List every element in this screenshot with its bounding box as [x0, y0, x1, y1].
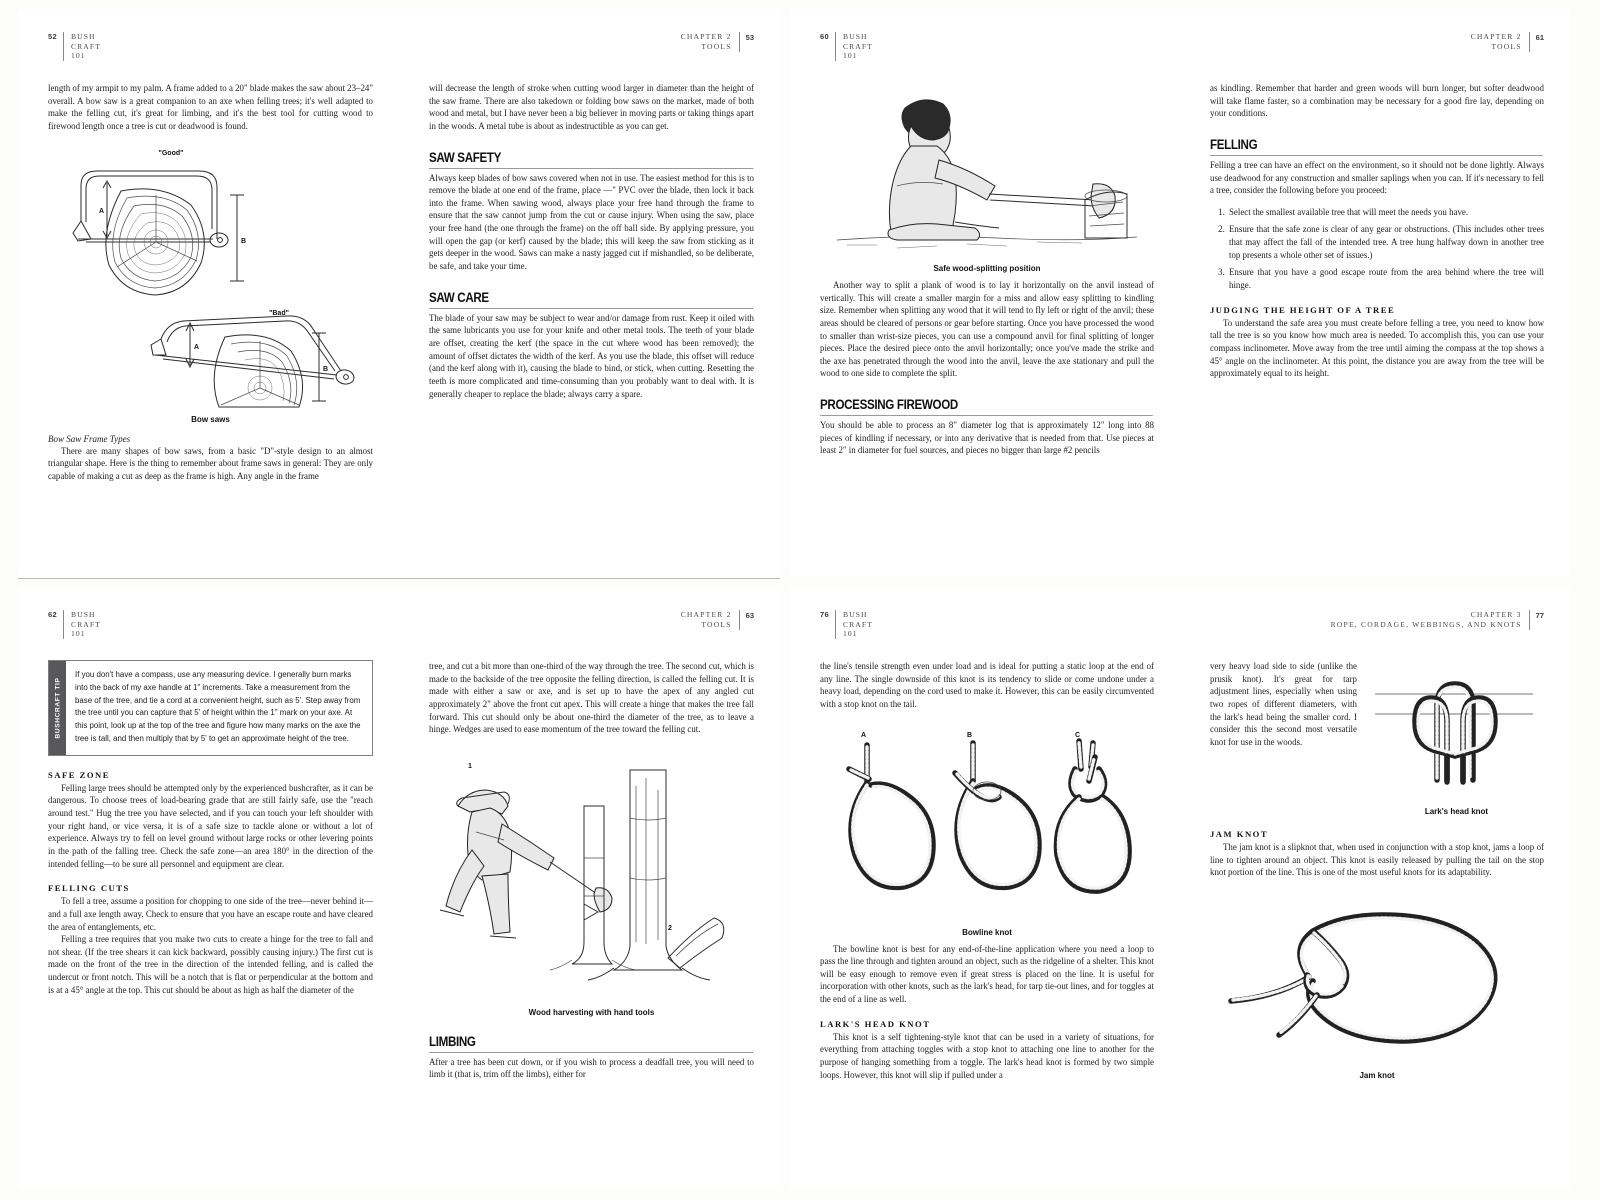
figure-caption: Jam knot [1359, 1070, 1395, 1080]
paragraph: length of my armpit to my palm. A frame added to a 20" blade makes the saw about 23–24" overall. A bow saw is a great companion to an axe when felling trees; it's well adapted to make the felling cut, it's great for limbing, and it's the best tool for cutting wood to firewood length once a tree is cut or deadwood is found. [48, 83, 373, 131]
figure-caption: Lark's head knot [1424, 807, 1489, 816]
spread-pages-60-61 [790, 10, 1570, 575]
list-item: 3. Ensure that you have a good escape route from the area behind where the tree will hinge. [1227, 266, 1544, 291]
paragraph: Felling large trees should be attempted only by the experienced bushcrafter, as it can be dangerous. To choose trees of load-bearing grade that are still fairly safe, use the "reach around test." Hug the tree you have selected, and if you can touch your left shoulder with your right hand, or vice versa, it is of a safe size to tackle alone or without a lot of experience. Always try to fell on level ground without large rocks or other levering points in the path of the falling tree. Check the safe zone—an area 180° in the direction of the intended felling—to be sure all personnel and equipment are clear. [48, 782, 373, 869]
chapter-label [681, 610, 740, 630]
running-head-left [48, 610, 373, 644]
folio-number: 61 [1535, 33, 1544, 42]
marker-1: 1 [467, 762, 472, 770]
page-53 [399, 10, 780, 575]
book-title-line-3: 101 [70, 629, 86, 639]
book-title-line-3: 101 [842, 629, 858, 639]
paragraph: very heavy load side to side (unlike the prusik knot). It's great for tarp adjustment lines, especially when using two ropes of different diameters, with the lark's head being the smaller cord. I consider this the second most versatile knot for use in the woods. [1210, 661, 1357, 747]
folio-number: 63 [745, 611, 754, 620]
subsection-heading: Bow Saw Frame Types [48, 433, 131, 444]
subsection-heading-jam-knot: JAM KNOT [1210, 829, 1269, 839]
bushcraft-tip-box [48, 660, 373, 756]
page-60 [790, 10, 1180, 575]
paragraph: will decrease the length of stroke when cutting wood larger in diameter than the height of the saw frame. There are also takedown or folding bow saws on the market, made of both wood and metal, but I have never been a big believer in moving parts or taking things apart in the woods. A metal tube is about as indestructible as you can get. [429, 83, 754, 131]
safe-wood-splitting-position [820, 82, 1154, 273]
chapter-label [1331, 610, 1530, 630]
book-title-line-2: CRAFT [70, 41, 101, 51]
wood-harvesting-with-hand-tools [429, 746, 754, 1017]
paragraph: To understand the safe area you must create before felling a tree, you need to know how tall the tree is so you know how much area is needed. To accomplish this, you can use your compass inclinometer. Move away from the tree until aiming the compass at the top shows a 45° angle on the inclinometer. At this point, the distance you are away from the tree will be approximately equal to its height. [1210, 317, 1544, 379]
paragraph: After a tree has been cut down, or if you wish to process a deadfall tree, you will need to limb it (that is, trim off the limbs), either for [429, 1056, 754, 1080]
book-title-line-2: CRAFT [842, 41, 873, 51]
figure-caption: Bow saws [191, 414, 230, 424]
book-title-line-1: BUSH [70, 610, 96, 619]
running-head-right [429, 32, 754, 66]
chapter-label [1471, 32, 1530, 52]
wood-harvesting-svg [432, 746, 752, 1001]
tip-body: If you don't have a compass, use any measuring device. I generally burn marks into the back of my axe handle at 1" increments. Take a measurement from the base of the tree, and tie a cord at a convenient height, such as 5'. Step away from the tree until you can capture that 5' of height within the 1" mark on your axe. At this point, look up at the top of the tree and figure how many marks on the axe the tree is tall, and then multiply that by 5' to get an approximate height of the tree. [75, 670, 361, 743]
running-head-left [820, 32, 1154, 66]
running-head-right [1210, 610, 1544, 644]
page-62 [18, 588, 399, 1188]
dim-label-a: A [98, 207, 104, 215]
larks-head-svg [1369, 660, 1539, 795]
subsection-heading-safe-zone: SAFE ZONE [48, 769, 110, 780]
page-63 [399, 588, 780, 1188]
chapter-label [681, 32, 740, 52]
running-head-left [820, 610, 1154, 644]
kneeling-figure [888, 100, 999, 240]
chopping-figure [440, 790, 554, 938]
paragraph: Felling a tree can have an effect on the environment, so it should not be done lightly. Always use deadwood for any construction and smaller saplings when you can. If it's necessary to fell a tree, consider the following before you proceed: [1210, 159, 1544, 196]
step-label-c: C [1075, 731, 1081, 739]
label-bad: "Bad" [268, 309, 289, 317]
section-heading-processing-firewood: PROCESSING FIREWOOD [820, 397, 1153, 416]
book-title [63, 610, 101, 639]
list-item: 1. Select the smallest available tree that will meet the needs you have. [1227, 206, 1544, 219]
log-cross-section-bad [214, 334, 302, 406]
paragraph: Always keep blades of bow saws covered when not in use. The easiest method for this is to remove the blade at one end of the frame, place —" PVC over the blade, then lock it back into the frame. When sawing wood, always place your free hand through the frame to ensure that the saw cannot jump from the cut or cause injury. When using the saw, place your free hand (the one through the frame) on the off ball side. By applying pressure, you will open the gap (or kerf) caused by the blade; this will keep the saw from sticking as it gets deeper in the wood. Saws can make a nasty jagged cut if mishandled, so be deliberate, be safe, and take your time. [429, 172, 754, 272]
jam-knot-diagram [1210, 889, 1544, 1080]
marker-2: 2 [667, 924, 672, 932]
book-title-line-2: CRAFT [842, 619, 873, 629]
section-heading-limbing: LIMBING [429, 1034, 753, 1053]
folio-number: 77 [1535, 611, 1544, 620]
paragraph: The blade of your saw may be subject to wear and/or damage from rust. Keep it oiled with the same lubricants you use for your knife and other metal tools. The teeth of your blade are offset, creating the kerf (the space in the cut where wood has been removed); the amount of offset dictates the width of the kerf. As you use the blade, this offset will reduce (and the kerf along with it), causing the blade to bind, or stick, when cutting. Resetting the teeth is more complicated and time-consuming than you probably want to deal with. It is generally cheaper to replace the blade; always carry a spare. [429, 312, 754, 399]
section-heading-saw-safety: SAW SAFETY [429, 150, 753, 169]
folio-number: 60 [820, 32, 829, 41]
paragraph: To fell a tree, assume a position for chopping to one side of the tree—never behind it—and a full axe length away. Check to ensure that you have an escape route and have cleared the area of entanglements, etc. [48, 896, 373, 932]
book-title-line-3: 101 [842, 51, 858, 61]
label-good: "Good" [158, 149, 183, 157]
paragraph: The jam knot is a slipknot that, when used in conjunction with a stop knot, jams a loop of line to tighten around an object. This knot is easily released by pulling the tail on the stop knot portion of the line. This is one of the most useful knots for its adaptability. [1210, 842, 1544, 878]
jam-knot-svg [1217, 889, 1537, 1064]
spread-pages-76-77 [790, 588, 1570, 1188]
chapter-number: CHAPTER 2 [680, 32, 732, 41]
felling-checklist [1210, 206, 1544, 292]
list-item: 2. Ensure that the safe zone is clear of any gear or obstructions. (This includes other trees that may affect the fall of the intended tree. A tree hung halfway down in another tree top presents a whole other set of issues.) [1227, 223, 1544, 261]
tip-tab-label: BUSHCRAFT TIP [54, 677, 61, 739]
subsection-heading-judging-height: JUDGING THE HEIGHT OF A TREE [1210, 304, 1396, 315]
tip-tab [49, 661, 66, 755]
figure-caption: Wood harvesting with hand tools [528, 1007, 655, 1017]
section-heading-saw-care: SAW CARE [429, 290, 753, 309]
running-head-right [1210, 32, 1544, 66]
chapter-number: CHAPTER 3 [1470, 610, 1522, 619]
paragraph: Felling a tree requires that you make two cuts to create a hinge for the tree to fall and not shear. (If the tree shears it can kick backward, possibly causing injury.) The first cut is made on the front of the tree in the direction of the intended felling, and is called the undercut or front notch. This will be a notch that is flat or perpendicular at the bottom and is at a 45° angle at the top. This cut should be about as high as half the diameter of the [48, 934, 373, 995]
bow-saws-diagram [48, 143, 373, 424]
bow-saws-svg [51, 143, 371, 408]
chapter-title: TOOLS [1491, 41, 1522, 51]
book-title [63, 32, 101, 61]
paragraph: tree, and cut a bit more than one-third of the way through the tree. The second cut, which is made to the backside of the tree opposite the felling direction, is called the felling cut. It is made with either a saw or axe, and is set up to have the apex of any angled cut approximately 2" above the front cut apex. This will create a hinge that makes the tree fall forward. This cut should only be about one-third the diameter of the tree, as to leave a hinge. Wedges are used to ease momentum of the tree toward the felling cut. [429, 661, 754, 735]
spread-divider-rule [18, 578, 780, 579]
subsection-heading-felling-cuts: FELLING CUTS [48, 883, 130, 894]
chapter-title: TOOLS [701, 41, 732, 51]
paragraph: the line's tensile strength even under load and is ideal for putting a static loop at the end of any line. The single downside of this knot is its tendency to slide or come undone under a heavy load, depending on the cord used to make it. However, this can be easily circumvented with a stop knot on the tail. [820, 661, 1154, 709]
figure-caption: Safe wood-splitting position [933, 264, 1041, 273]
book-title-line-1: BUSH [842, 32, 868, 41]
folio-number: 62 [48, 610, 57, 619]
paragraph: Another way to split a plank of wood is to lay it horizontally on the anvil instead of vertically. This will create a smaller margin for a miss and allow easy splitting to kindling size. Remember when splitting any wood that it will tend to fly left or right of the anvil; these areas should be cleared of persons or gear before starting. Once you have processed the wood to smaller than wrist-size pieces, you can use a compound anvil for final splitting of longer pieces. Place the desired piece onto the anvil horizontally; once you've made the strike and the axe has penetrated through the wood into the anvil, leave the axe stationary and pull the wood to one side to complete the split. [820, 280, 1154, 379]
larks-head-knot-diagram [1369, 660, 1544, 816]
running-head-left [48, 32, 373, 66]
page-52 [18, 10, 399, 575]
folio-number: 76 [820, 610, 829, 619]
dim-label-b: B [240, 237, 246, 245]
paragraph: The bowline knot is best for any end-of-the-line application where you need a loop to pass the line through and tighten around an object, such as the ridgeline of a shelter. This knot will be easy enough to remove even if great stress is placed on the line. It is useful for incorporation with other knots, such as the lark's head, for tarp tie-out lines, and for toggles at the end of a line as well. [820, 943, 1154, 1005]
bowline-step-a [849, 745, 933, 887]
book-title-line-2: CRAFT [70, 619, 101, 629]
subsection-heading-larks-head-knot: LARK'S HEAD KNOT [820, 1018, 931, 1029]
splitting-position-svg [827, 82, 1147, 257]
chapter-title: TOOLS [701, 619, 732, 629]
folio-number: 53 [745, 33, 754, 42]
page-77 [1180, 588, 1570, 1188]
bowline-step-c [1056, 741, 1129, 891]
spread-pages-62-63 [18, 588, 780, 1188]
text-figure-row [1210, 660, 1544, 816]
bowline-knot-svg [827, 721, 1147, 921]
step-label-a: A [861, 731, 867, 739]
figure-caption: Bowline knot [962, 927, 1012, 937]
book-title-line-3: 101 [70, 51, 86, 61]
chapter-number: CHAPTER 2 [1470, 32, 1522, 41]
chapter-title: ROPE, CORDAGE, WEBBINGS, AND KNOTS [1330, 619, 1522, 629]
page-61 [1180, 10, 1570, 575]
step-label-b: B [967, 731, 973, 739]
section-heading-felling: FELLING [1210, 137, 1543, 156]
book-title [835, 32, 873, 61]
paragraph: There are many shapes of bow saws, from a basic "D"-style design to an almost triangular shape. Here is the thing to remember about frame saws in general: They are only capable of making a cut as deep as the frame is high. Any angle in the frame [48, 445, 373, 481]
dim-label-a-bad: A [193, 343, 199, 351]
page-76 [790, 588, 1180, 1188]
bowline-knot-diagram [820, 721, 1154, 937]
paragraph: You should be able to process an 8" diameter log that is approximately 12" long into 88 pieces of kindling if necessary, or into any derivative that is needed from that. Use pieces at least 2" in diameter for fuel sources, and pieces no bigger than large #2 pencils [820, 420, 1154, 456]
paragraph: This knot is a self tightening-style knot that can be used in a variety of situations, for everything from attaching toggles with a stop knot to attaching one line to another for the purpose of hanging something from a toggle. The lark's head knot is formed by two simple loops. However, this knot will slip if pulled under a [820, 1031, 1154, 1080]
spread-pages-52-53 [18, 10, 780, 575]
book-title-line-1: BUSH [70, 32, 96, 41]
dim-label-b-bad: B [322, 365, 328, 373]
book-title-line-1: BUSH [842, 610, 868, 619]
running-head-right [429, 610, 754, 644]
folio-number: 52 [48, 32, 57, 41]
chapter-number: CHAPTER 2 [680, 610, 732, 619]
bowline-step-b [955, 743, 1039, 887]
paragraph: as kindling. Remember that harder and green woods will burn longer, but softer deadwood will take flame faster, so a combination may be necessary for a good fire lay, depending on your conditions. [1210, 83, 1544, 119]
book-title [835, 610, 873, 639]
